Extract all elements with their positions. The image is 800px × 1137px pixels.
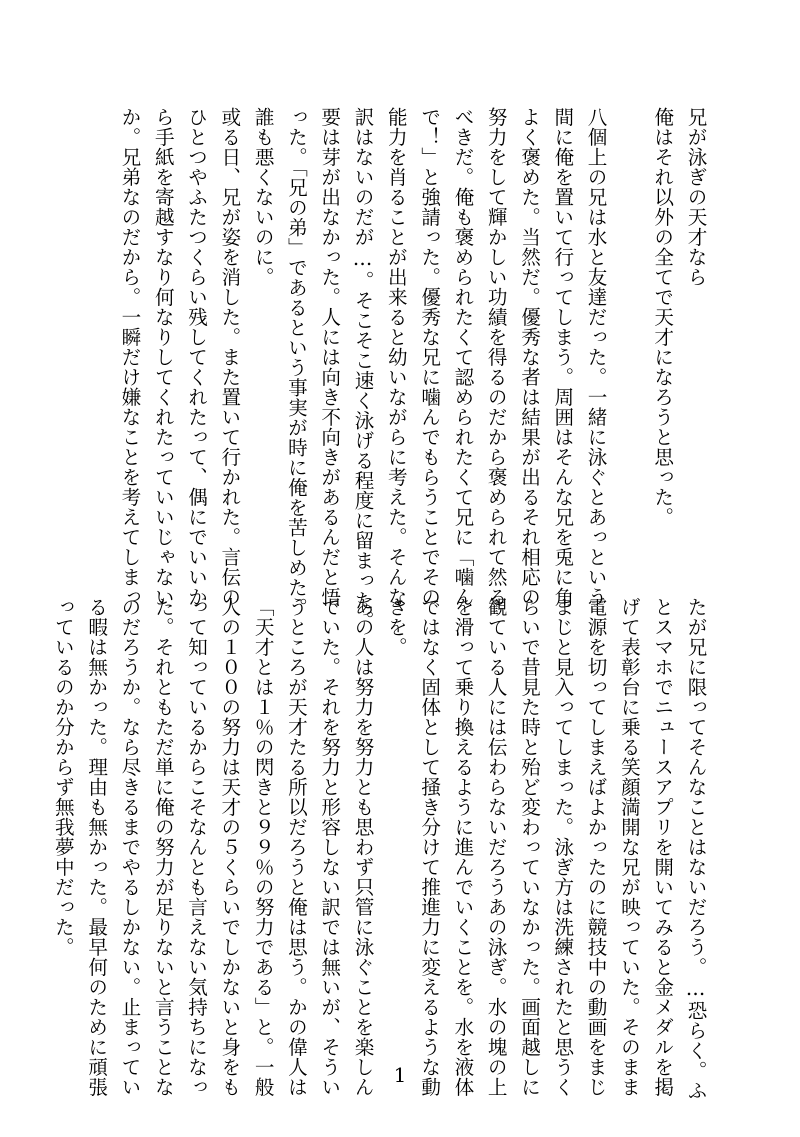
text-line: げて表彰台に乗る笑顔満開な兄が映っていた。そのまま (617, 597, 641, 1097)
text-line: らいで昔見た時と殆ど変わっていなかった。画面越しに (517, 597, 541, 1097)
text-line: 人の１００の努力は天才の５くらいでしかないと身をも (217, 597, 241, 1097)
text-line: でいた。それを努力と形容しない訳では無いが、そうい (317, 597, 341, 1097)
text-line: っているのか分からず無我夢中だった。 (51, 597, 75, 957)
text-line: たが兄に限ってそんなことはないだろう。…恐らく。ふ (684, 597, 707, 1101)
text-line: 誰も悪くないのに。 (251, 107, 275, 287)
text-line: うところが天才たる所以だろうと俺は思う。かの偉人は (284, 597, 308, 1097)
text-line: ら手紙を寄越すなり何なりしてくれたっていいじゃない (151, 107, 175, 607)
text-line: 間に俺を置いて行ってしまう。周囲はそんな兄を兎に角 (550, 107, 574, 607)
text-line: って知っているからこそなんとも言えない気持ちになっ (184, 597, 208, 1097)
text-line: ではなく固体として掻き分けて推進力に変えるような動 (417, 597, 441, 1097)
bottom-text-block (51, 597, 710, 1101)
text-line: を滑って乗り換えるように進んでいくことを。水を液体 (450, 597, 474, 1097)
text-line: とスマホでニュースアプリを開いてみると金メダルを掲 (650, 597, 674, 1097)
text-line: べきだ。俺も褒められたくて認められたくて兄に「噛ん (450, 107, 474, 607)
story-title: 兄が泳ぎの天才なら (684, 107, 707, 287)
text-line: 努力をして輝かしい功績を得るのだから褒められて然る (484, 107, 508, 607)
text-line: ひとつやふたつくらい残してくれたって、偶にでいいか (184, 107, 208, 607)
text-line: よく褒めた。当然だ。優秀な者は結果が出るそれ相応の (517, 107, 541, 607)
text-line: る暇は無かった。理由も無かった。最早何のために頑張 (84, 597, 108, 1097)
text-line: った。「兄の弟」であるという事実が時に俺を苦しめた。 (284, 107, 308, 618)
text-line: 能力を肖ることが出来ると幼いながらに考えた。そんな (384, 107, 408, 607)
text-line: で！」と強請った。優秀な兄に噛んでもらうことでその (417, 107, 441, 607)
text-line: 八個上の兄は水と友達だった。一緒に泳ぐとあっという (584, 107, 608, 607)
text-line: きを。 (384, 597, 408, 657)
text-line: 観ている人には伝わらないだろうあの泳ぎ。水の塊の上 (484, 597, 508, 1097)
text-line: た。それともただ単に俺の努力が足りないと言うことな (151, 597, 175, 1097)
text-line: 「天才とは１％の閃きと９９％の努力である」と。一般 (251, 597, 275, 1097)
page-number: 1 (393, 1063, 407, 1087)
text-line: か。兄弟なのだから。一瞬だけ嫌なことを考えてしまっ (117, 107, 141, 607)
text-line: 訳はないのだが…。そこそこ速く泳げる程度に留まった。 (351, 107, 375, 631)
text-line: のだろうか。なら尽きるまでやるしかない。止まってい (117, 597, 141, 1097)
story-subtitle: 俺はそれ以外の全てで天才になろうと思った。 (650, 107, 674, 527)
text-line: まじと見入ってしまった。泳ぎ方は洗練されたと思うく (550, 597, 574, 1097)
text-line: あの人は努力を努力とも思わず只管に泳ぐことを楽しん (351, 597, 375, 1097)
text-line: 或る日、兄が姿を消した。また置いて行かれた。言伝の (217, 107, 241, 607)
text-line: 要は芽が出なかった。人には向き不向きがあるんだと悟 (317, 107, 341, 607)
text-line: 電源を切ってしまえばよかったのに競技中の動画をまじ (584, 597, 608, 1097)
